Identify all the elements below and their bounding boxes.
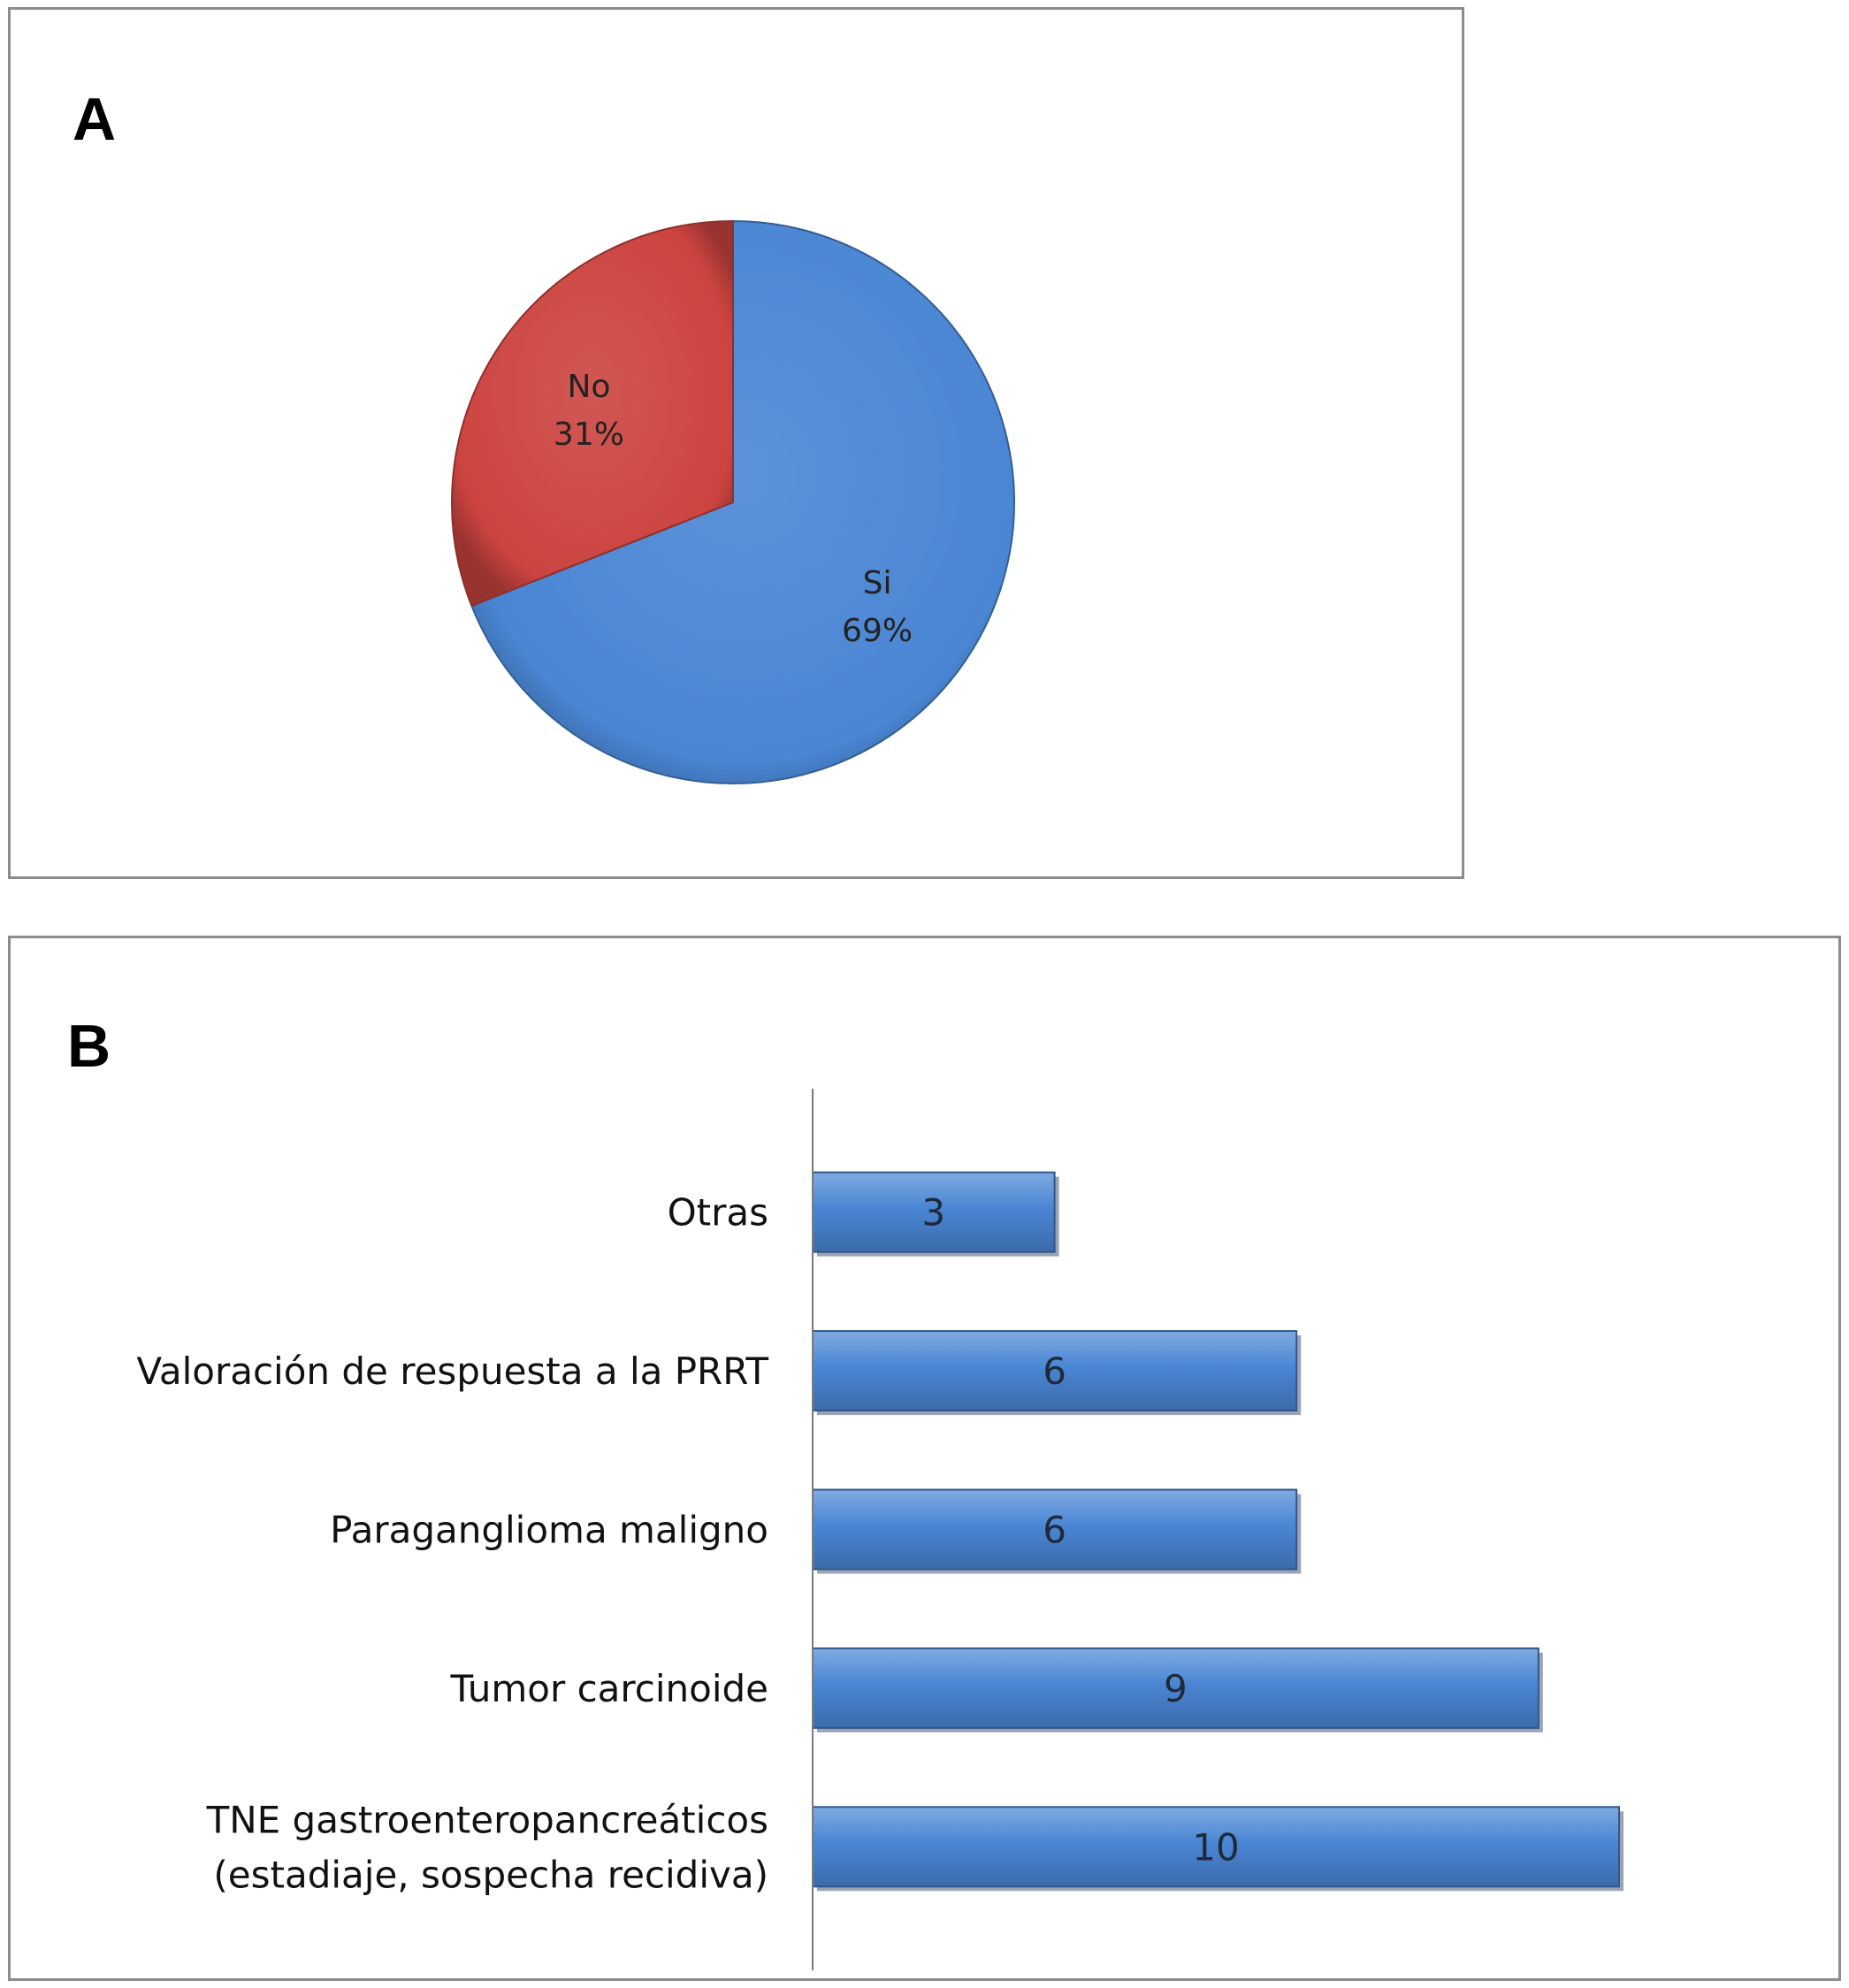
category-label-cat-3: Valoración de respuesta a la PRRT [136, 1350, 768, 1394]
bar-value-cat-0: 10 [1192, 1825, 1240, 1869]
pie-percent-si: 69% [842, 612, 913, 649]
bar-value-cat-1: 9 [1164, 1666, 1188, 1710]
bar-value-cat-2: 6 [1043, 1508, 1066, 1552]
panel-a-letter: A [73, 86, 117, 153]
panel-a [8, 7, 1464, 879]
category-label-cat-0: TNE gastroenteropancreáticos (estadiaje, sospecha recidiva) [206, 1798, 768, 1897]
pie-chart [11, 10, 1462, 876]
panel-b-letter: B [67, 1013, 111, 1080]
category-label-cat-4: Otras [667, 1190, 768, 1235]
category-label-cat-2: Paraganglioma maligno [330, 1508, 768, 1552]
pie-label-si: Si [862, 564, 892, 601]
pie-percent-no: 31% [553, 417, 624, 454]
bar-value-cat-4: 3 [921, 1190, 946, 1235]
pie-label-no: No [567, 369, 611, 406]
bar-chart [11, 938, 1838, 1978]
bar-value-cat-3: 6 [1043, 1350, 1066, 1394]
category-label-cat-1: Tumor carcinoide [450, 1666, 768, 1710]
panel-b [8, 936, 1841, 1981]
